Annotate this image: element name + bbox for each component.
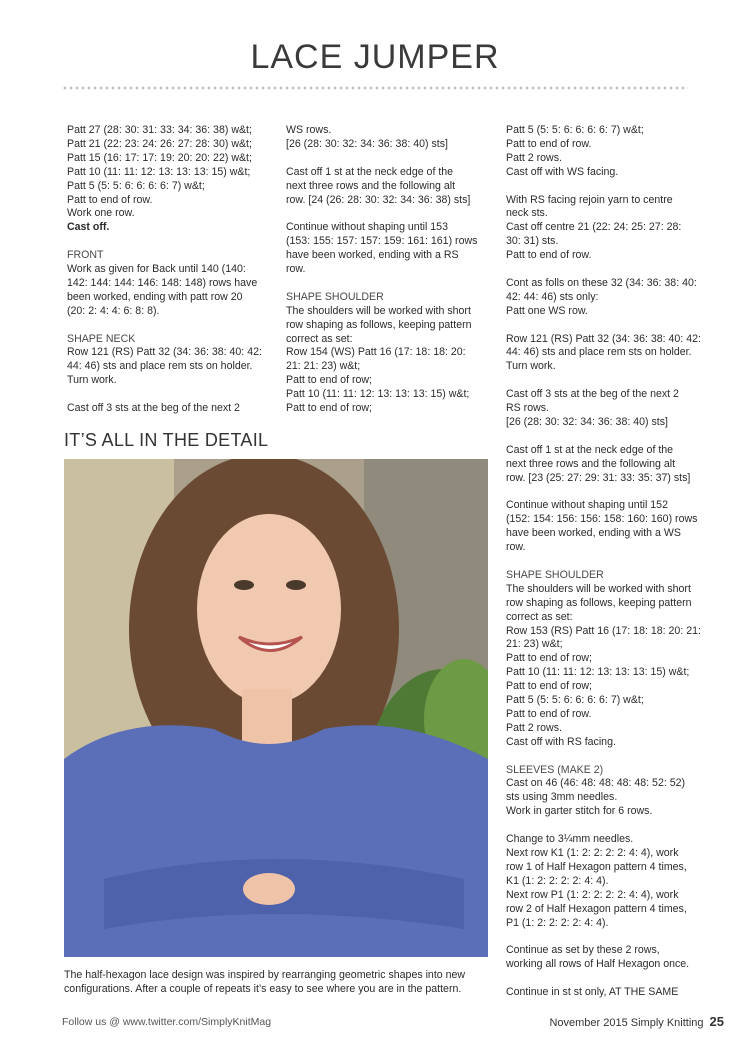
text-line: [26 (28: 30: 32: 34: 36: 38: 40) sts] (286, 137, 448, 150)
text-line: Work as given for Back until 140 (140: (67, 263, 246, 276)
text-line: 142: 144: 144: 146: 148: 148) rows have (67, 276, 258, 289)
text-line: Cast off 1 st at the neck edge of the (286, 165, 454, 178)
text-line: 44: 46) sts and place rem sts on holder. (67, 360, 253, 373)
text-line: Continue in st st only, AT THE SAME (506, 986, 679, 999)
text-line: row 1 of Half Hexagon pattern 4 times, (506, 860, 687, 873)
text-line: Patt 10 (11: 11: 12: 13: 13: 13: 15) w&t; (67, 165, 251, 178)
text-line: With RS facing rejoin yarn to centre (506, 193, 673, 206)
text-line: Patt 2 rows. (506, 721, 562, 734)
text-line: K1 (1: 2: 2: 2: 2: 4: 4). (506, 874, 609, 887)
text-line: Next row P1 (1: 2: 2: 2: 2: 4: 4), work (506, 888, 679, 901)
text-line: Patt 5 (5: 5: 6: 6: 6: 6: 7) w&t; (506, 124, 644, 136)
photo-caption: The half-hexagon lace design was inspired by rearranging geometric shapes into new configurations. After a couple of repeats it’s easy to see where you are in the pattern. (64, 969, 466, 995)
text-line: 21: 21: 23) w&t; (286, 360, 361, 373)
text-line: Patt to end of row. (67, 193, 153, 206)
text-line: The shoulders will be worked with short (286, 304, 471, 317)
text-line: (20: 2: 4: 4: 6: 8: 8). (67, 304, 160, 317)
text-line: Next row K1 (1: 2: 2: 2: 2: 4: 4), work (506, 846, 679, 859)
text-line: Patt to end of row. (506, 137, 592, 150)
text-line: row shaping as follows, keeping pattern (506, 596, 692, 609)
photo-illustration (64, 459, 488, 957)
text-line: row. [24 (26: 28: 30: 32: 34: 36: 38) sts] (286, 193, 471, 206)
text-line: Patt to end of row; (286, 402, 372, 415)
text-line: Cast off 3 sts at the beg of the next 2 (506, 388, 679, 401)
text-line: row 2 of Half Hexagon pattern 4 times, (506, 902, 687, 915)
text-line: Patt to end of row; (286, 374, 372, 387)
text-line: row shaping as follows, keeping pattern (286, 318, 472, 331)
neck (242, 689, 292, 749)
text-line: Cast on 46 (46: 48: 48: 48: 48: 52: 52) (506, 777, 686, 790)
column-1 (67, 124, 272, 416)
text-line: Patt 2 rows. (506, 151, 562, 164)
text-line: neck sts. (506, 207, 548, 220)
text-line: Continue as set by these 2 rows, (506, 944, 660, 957)
social-follow-link[interactable]: Follow us @ www.twitter.com/SimplyKnitMag (62, 1016, 272, 1028)
text-line: Patt 15 (16: 17: 17: 19: 20: 20: 22) w&t; (67, 151, 252, 164)
dotted-divider (62, 86, 688, 90)
text-line: Row 154 (WS) Patt 16 (17: 18: 18: 20: (286, 346, 466, 359)
text-line: Cast off. (67, 221, 110, 234)
text-line: WS rows. (286, 124, 332, 136)
text-line: row. [23 (25: 27: 29: 31: 33: 35: 37) sts] (506, 471, 691, 484)
text-line: Cast off 1 st at the neck edge of the (506, 443, 674, 456)
text-line: Patt 5 (5: 5: 6: 6: 6: 6: 7) w&t; (506, 694, 644, 707)
text-line: been worked, ending with patt row 20 (67, 290, 243, 303)
text-line: Patt to end of row; (506, 652, 592, 665)
text-line: Work one row. (67, 207, 135, 220)
text-line: Row 121 (RS) Patt 32 (34: 36: 38: 40: 42: (67, 346, 262, 359)
text-line: 21: 23) w&t; (506, 638, 563, 651)
right-eye (286, 580, 306, 590)
text-line: The shoulders will be worked with short (506, 582, 691, 595)
hand (243, 873, 295, 905)
section-heading-front: FRONT (67, 249, 104, 262)
text-line: RS rows. (506, 402, 549, 415)
page-number: 25 (709, 1014, 724, 1029)
face (197, 514, 341, 704)
text-line: 42: 44: 46) sts only: (506, 290, 599, 303)
page-title: LACE JUMPER (250, 38, 500, 76)
text-line: [26 (28: 30: 32: 34: 36: 38: 40) sts] (506, 415, 668, 428)
text-line: Patt 5 (5: 5: 6: 6: 6: 6: 7) w&t; (67, 179, 205, 192)
column-3 (506, 124, 728, 1000)
issue-label: November 2015 Simply Knitting (549, 1017, 704, 1029)
text-line: (153: 155: 157: 157: 159: 161: 161) rows (286, 235, 478, 248)
text-line: next three rows and the following alt (506, 457, 676, 470)
text-line: Row 121 (RS) Patt 32 (34: 36: 38: 40: 42: (506, 332, 701, 345)
model-photo (64, 459, 488, 957)
text-line: Patt to end of row; (506, 680, 592, 693)
issue-footer (549, 1014, 724, 1029)
section-heading-shape-shoulder: SHAPE SHOULDER (506, 568, 604, 581)
text-line: 30: 31) sts. (506, 235, 559, 248)
text-line: Change to 3¼mm needles. (506, 833, 634, 846)
text-line: (152: 154: 156: 156: 158: 160: 160) rows (506, 513, 698, 526)
text-line: Patt 10 (11: 11: 12: 13: 13: 13: 15) w&t; (506, 666, 690, 679)
text-line: working all rows of Half Hexagon once. (506, 958, 690, 971)
text-line: Patt 21 (22: 23: 24: 26: 27: 28: 30) w&t; (67, 137, 252, 150)
text-line: sts using 3mm needles. (506, 791, 618, 804)
text-line: Continue without shaping until 152 (506, 499, 668, 512)
text-line: have been worked, ending with a WS (506, 527, 681, 540)
column-2 (286, 124, 496, 416)
text-line: Cast off with WS facing. (506, 165, 619, 178)
text-line: Cont as folls on these 32 (34: 36: 38: 40: (506, 276, 697, 289)
text-line: Cast off with RS facing. (506, 735, 616, 748)
text-line: 44: 46) sts and place rem sts on holder. (506, 346, 692, 359)
text-line: Work in garter stitch for 6 rows. (506, 805, 653, 818)
detail-heading: IT’S ALL IN THE DETAIL (64, 430, 269, 450)
text-line: Cast off 3 sts at the beg of the next 2 (67, 402, 240, 415)
text-line: row. (286, 263, 306, 276)
text-line: correct as set: (506, 610, 573, 623)
text-line: Patt 10 (11: 11: 12: 13: 13: 13: 15) w&t; (286, 388, 470, 401)
text-line: Patt to end of row. (506, 707, 592, 720)
text-line: Patt one WS row. (506, 304, 588, 317)
text-line: Patt 27 (28: 30: 31: 33: 34: 36: 38) w&t; (67, 124, 252, 136)
text-line: P1 (1: 2: 2: 2: 2: 4: 4). (506, 916, 609, 929)
text-line: Cast off centre 21 (22: 24: 25: 27: 28: (506, 221, 682, 234)
section-heading-shape-shoulder: SHAPE SHOULDER (286, 290, 384, 303)
text-line: Turn work. (506, 360, 556, 373)
text-line: have been worked, ending with a RS (286, 249, 459, 262)
text-line: Row 153 (RS) Patt 16 (17: 18: 18: 20: 21: (506, 624, 701, 637)
left-eye (234, 580, 254, 590)
section-heading-shape-neck: SHAPE NECK (67, 332, 136, 345)
section-heading-sleeves: SLEEVES (MAKE 2) (506, 763, 604, 776)
text-line: Patt to end of row. (506, 249, 592, 262)
text-line: row. (506, 541, 526, 554)
text-line: Turn work. (67, 374, 117, 387)
text-line: Continue without shaping until 153 (286, 221, 448, 234)
text-line: correct as set: (286, 332, 353, 345)
text-line: next three rows and the following alt (286, 179, 456, 192)
